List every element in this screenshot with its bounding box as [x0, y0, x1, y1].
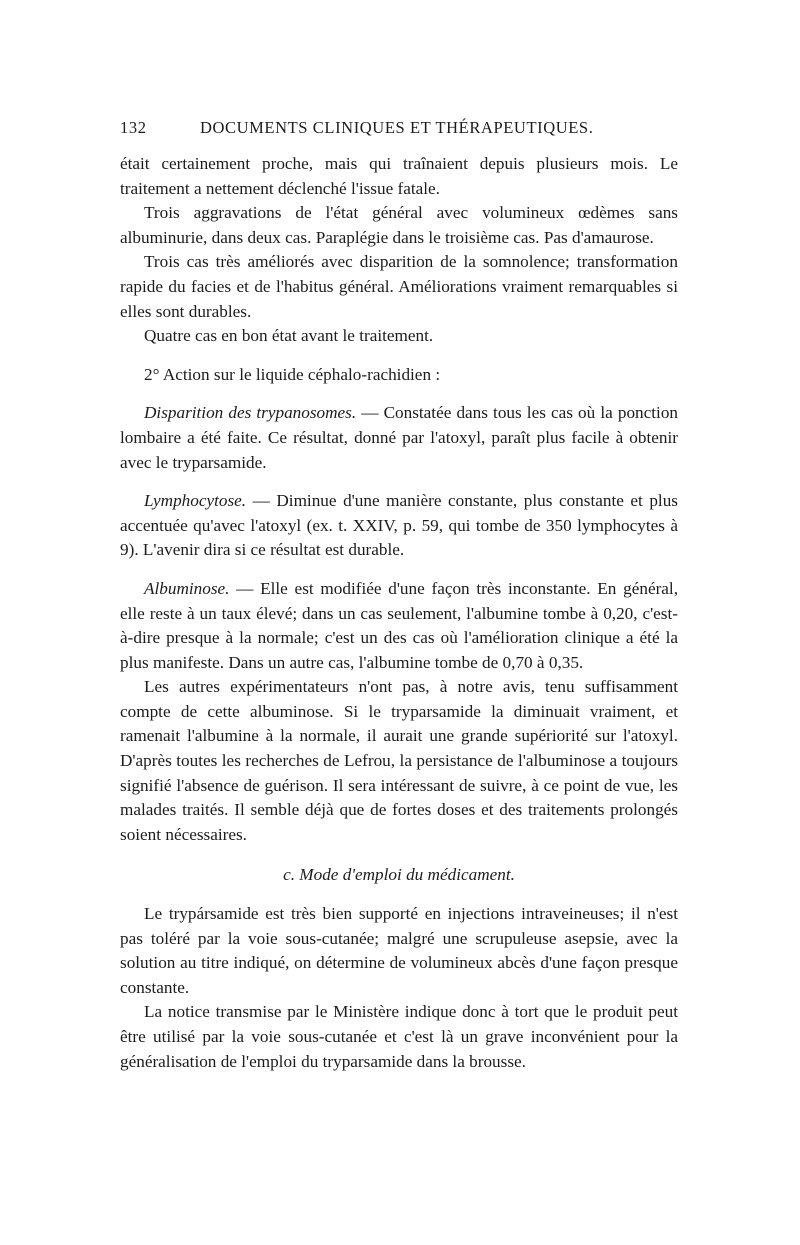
running-title: DOCUMENTS CLINIQUES ET THÉRAPEUTIQUES. — [200, 118, 594, 137]
subsection-trypanosomes — [120, 401, 678, 475]
page-body — [120, 152, 678, 1074]
section-heading-text: c. Mode d'emploi du médicament. — [283, 865, 515, 885]
paragraph: Trois aggravations de l'état général avec volumineux œdèmes sans albuminurie, dans deux cas. Paraplégie dans le troisième cas. Pas d'amaurose. — [120, 203, 678, 247]
subsection-label: Disparition des trypanosomes. — [144, 403, 357, 423]
subsection-text: — Elle est modifiée d'une façon très inconstante. En général, elle reste à un taux élevé; dans un cas seulement, l'albumine tombe à 0,20, c'est-à-dire presque à la normale; c'est un des cas où l'amélioration clinique a été la plus manifeste. Dans un autre cas, l'albumine tombe de 0,70 à 0,35. — [120, 578, 678, 672]
paragraph: La notice transmise par le Ministère indique donc à tort que le produit peut être utilisé par la voie sous-cutanée et c'est là un grave inconvénient pour la généralisation de l'emploi du tryparsamide dans la brousse. — [120, 1002, 678, 1071]
subsection-label: Albuminose. — [144, 578, 230, 598]
subsection-lymphocytose — [120, 489, 678, 563]
subsection-label: Lymphocytose. — [144, 491, 247, 511]
section-heading-c — [120, 863, 678, 888]
subsection-text: — Constatée dans tous les cas où la ponction lombaire a été faite. Ce résultat, donné par l'atoxyl, paraît plus facile à obtenir avec le tryparsamide. — [120, 403, 679, 472]
paragraph: Le trypársamide est très bien supporté en injections intraveineuses; il n'est pas toléré par la voie sous-cutanée; malgré une scrupuleuse asepsie, avec la solution au titre indiqué, on détermine de volumineux abcès d'une façon presque constante. — [120, 904, 678, 997]
subsection-albuminose — [120, 577, 678, 675]
paragraph: Les autres expérimentateurs n'ont pas, à notre avis, tenu suffisamment compte de cette albuminose. Si le tryparsamide la diminuait vraiment, et ramenait l'albumine à la normale, il aurait une grande supériorité sur l'atoxyl. D'après toutes les recherches de Lefrou, la persistance de l'albuminose a toujours signifié l'absence de guérison. Il sera intéressant de suivre, à ce point de vue, les malades traités. Il semble déjà que de fortes doses et des traitements prolongés soient nécessaires. — [120, 677, 678, 844]
page-number: 132 — [120, 118, 147, 137]
section-heading-2: 2° Action sur le liquide céphalo-rachidien : — [144, 364, 441, 384]
paragraph: était certainement proche, mais qui traînaient depuis plusieurs mois. Le traitement a nettement déclenché l'issue fatale. — [120, 154, 678, 198]
subsection-text: — Diminue d'une manière constante, plus constante et plus accentuée qu'avec l'atoxyl (ex. t. XXIV, p. 59, qui tombe de 350 lymphocytes à 9). L'avenir dira si ce résultat est durable. — [120, 491, 678, 560]
paragraph: Trois cas très améliorés avec disparition de la somnolence; transformation rapide du facies et de l'habitus général. Améliorations vraiment remarquables si elles sont durables. — [120, 252, 678, 321]
paragraph: Quatre cas en bon état avant le traitement. — [144, 326, 434, 346]
